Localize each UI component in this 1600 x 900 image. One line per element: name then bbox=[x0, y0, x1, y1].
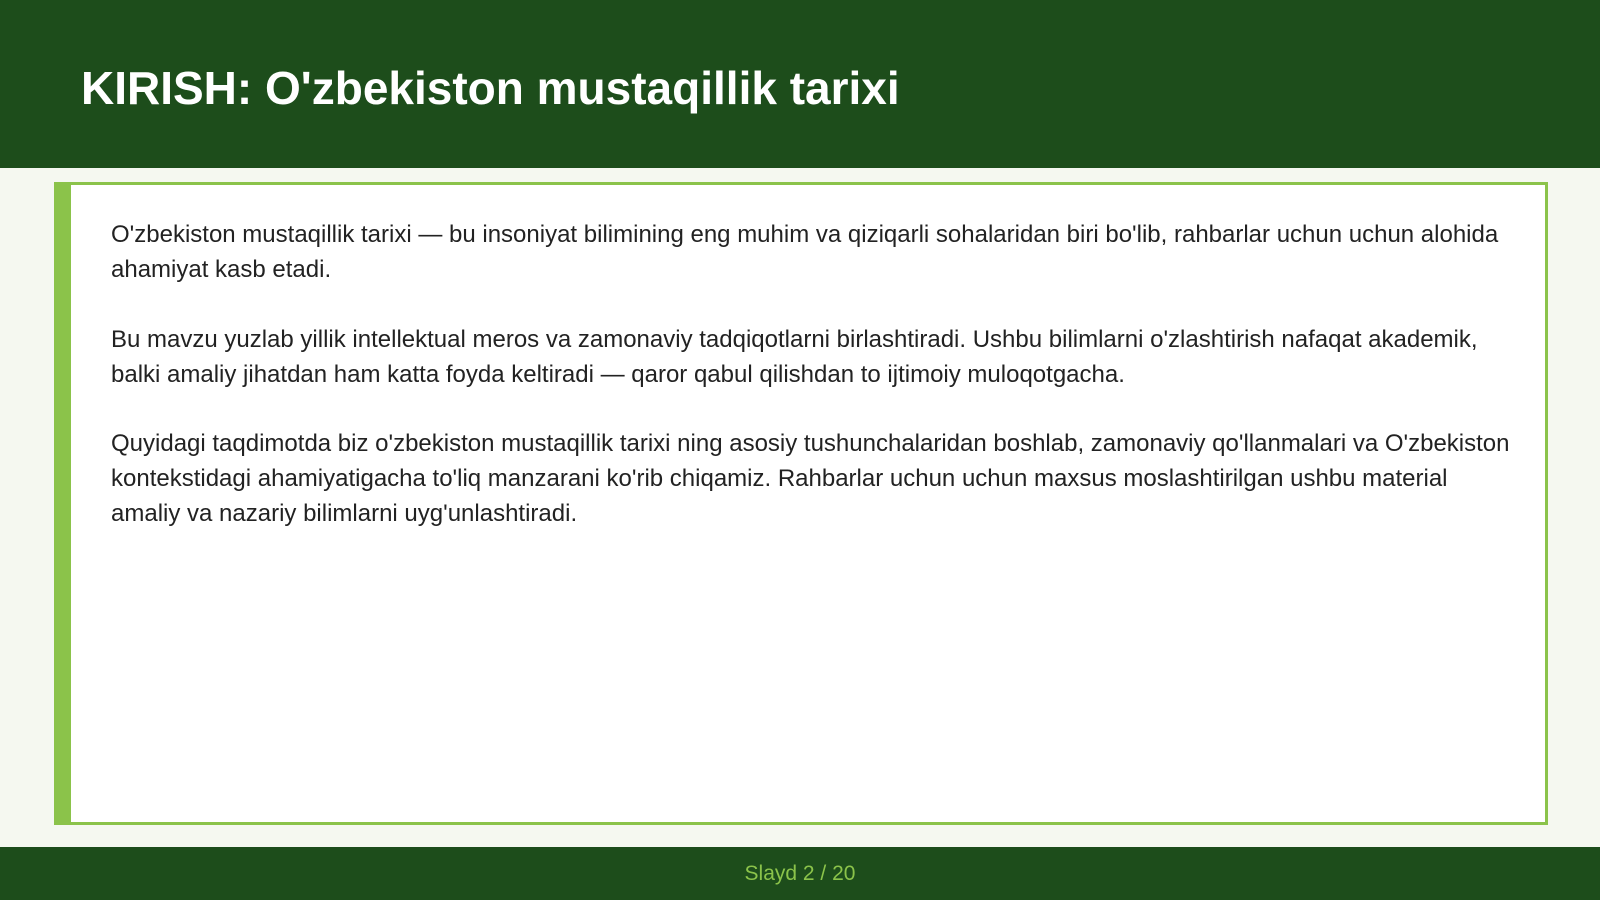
intro-paragraph: O'zbekiston mustaqillik tarixi — bu insoniyat bilimining eng muhim va qiziqarli sohalaridan biri bo'lib, rahbarlar uchun uchun alohida ahamiyat kasb etadi. bbox=[111, 221, 1499, 283]
slide-counter: Slayd 2 / 20 bbox=[744, 862, 856, 885]
footer-bar bbox=[0, 847, 1600, 900]
heritage-paragraph: Bu mavzu yuzlab yillik intellektual meros va zamonaviy tadqiqotlarni birlashtiradi. Ushbu bilimlarni o'zlashtirish nafaqat akademik, balki amaliy jihatdan ham katta foyda keltiradi — qaror qabul qilishdan to ijtimoiy muloqotgacha. bbox=[111, 326, 1478, 388]
slide-title: KIRISH: O'zbekiston mustaqillik tarixi bbox=[81, 62, 900, 114]
header-bar bbox=[0, 0, 1600, 168]
overview-paragraph: Quyidagi taqdimotda biz o'zbekiston mustaqillik tarixi ning asosiy tushunchalaridan boshlab, zamonaviy qo'llanmalari va O'zbekiston kontekstidagi ahamiyatigacha to'liq manzarani ko'rib chiqamiz. Rahbarlar uchun uchun maxsus moslashtirilgan ushbu material amaliy va nazariy bilimlarni uyg'unlashtiradi. bbox=[111, 430, 1510, 527]
